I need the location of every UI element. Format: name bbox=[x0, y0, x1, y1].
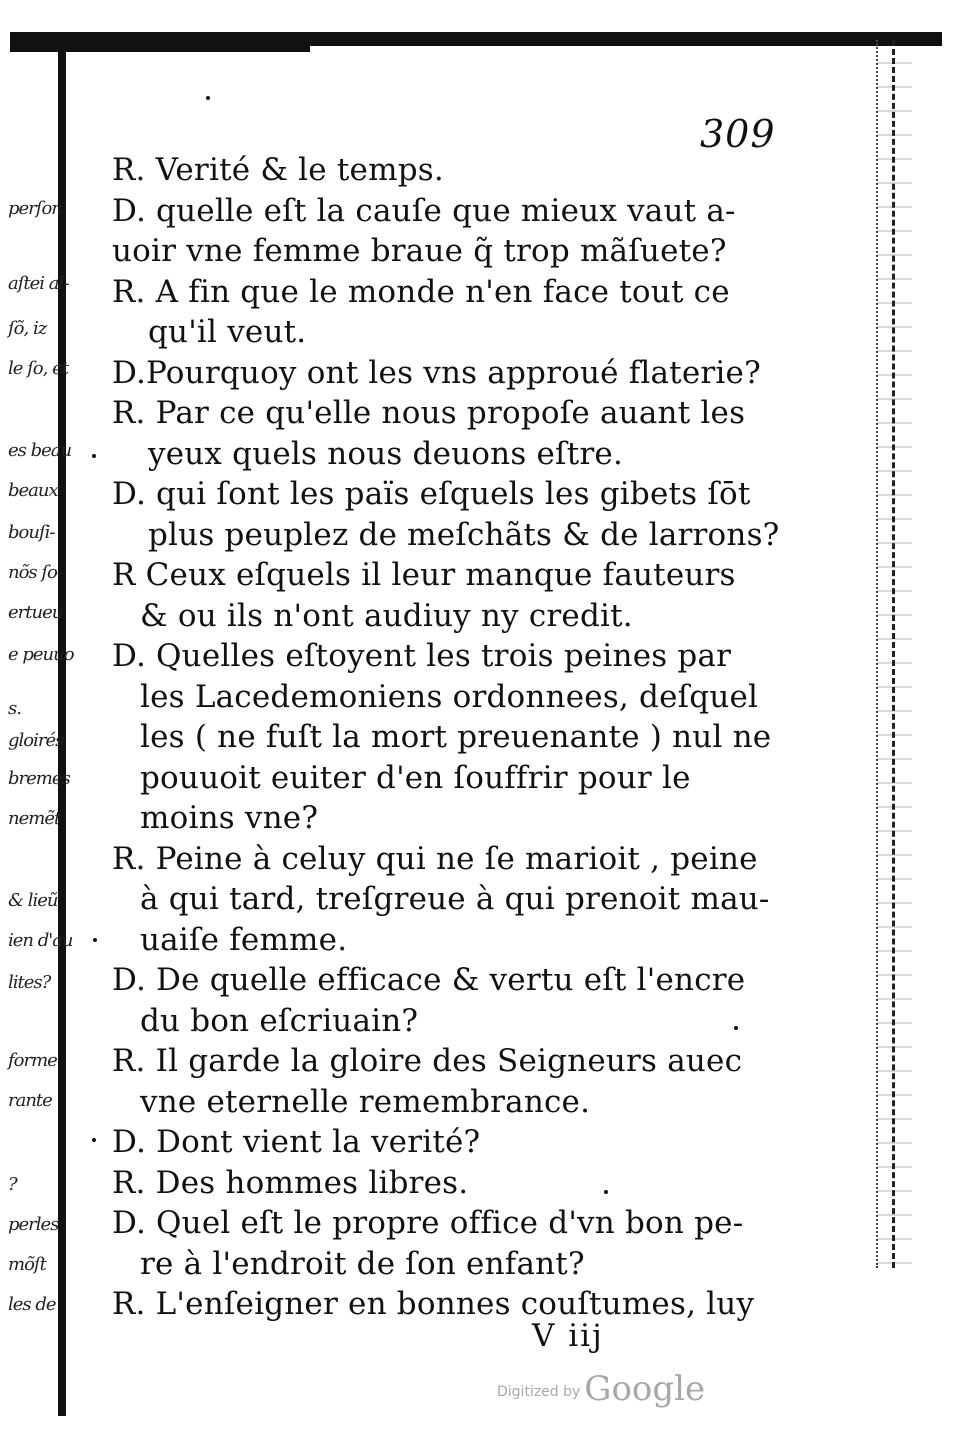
margin-fragment: nemẽt bbox=[8, 808, 61, 829]
margin-fragment: lites? bbox=[8, 972, 51, 993]
ink-speck bbox=[734, 1026, 738, 1030]
text-line: & ou ils n'ont audiuy ny credit. bbox=[140, 597, 633, 634]
text-line: qu'il veut. bbox=[148, 314, 307, 350]
margin-fragment: gloirés bbox=[8, 730, 64, 751]
text-line: plus peuplez de meſchãts & de larrons? bbox=[148, 516, 780, 553]
ink-speck bbox=[604, 1190, 608, 1194]
text-line: R. Verité & le temps. bbox=[112, 152, 444, 188]
text-line: R. Il garde la gloire des Seigneurs auec bbox=[112, 1043, 743, 1079]
text-line: les Lacedemoniens ordonnees, deſquel bbox=[140, 678, 759, 715]
text-line: D.Pourquoy ont les vns approué flaterie? bbox=[112, 354, 761, 391]
margin-fragment: bouſi- bbox=[8, 522, 55, 543]
ink-speck bbox=[92, 1138, 96, 1142]
ink-speck bbox=[93, 938, 97, 942]
text-line: D. Quel eſt le propre office d'vn bon pe- bbox=[112, 1205, 744, 1241]
text-line: D. qui ſont les païs eſquels les gibets ſōt bbox=[112, 476, 751, 512]
ink-speck bbox=[206, 96, 210, 100]
margin-fragment: ertueu bbox=[8, 602, 63, 623]
digitized-watermark bbox=[497, 1366, 706, 1409]
text-line: pouuoit euiter d'en ſouffrir pour le bbox=[140, 759, 691, 796]
margin-fragment: ien d'au bbox=[8, 930, 73, 951]
margin-fragment: mõſt bbox=[8, 1254, 46, 1275]
text-line: D. Dont vient la verité? bbox=[112, 1124, 481, 1160]
margin-fragment: perſon bbox=[8, 198, 62, 219]
text-line: D. quelle eſt la cauſe que mieux vaut a- bbox=[112, 192, 736, 229]
margin-fragment: nõs ſo- bbox=[8, 562, 62, 583]
margin-fragment: le ſo, et bbox=[8, 358, 68, 379]
text-line: du bon eſcriuain? bbox=[140, 1002, 419, 1039]
dialogue-text-block bbox=[112, 150, 780, 1325]
text-line: à qui tard, treſgreue à qui prenoit mau- bbox=[140, 881, 770, 917]
text-line: R. A fin que le monde n'en face tout ce bbox=[112, 273, 730, 310]
text-line: R. Peine à celuy qui ne ſe marioit , peine bbox=[112, 840, 758, 877]
text-line: R. Par ce qu'elle nous propoſe auant les bbox=[112, 395, 746, 431]
text-line: les ( ne fuſt la mort preuenante ) nul ne bbox=[140, 719, 772, 755]
margin-fragment: ſõ, iz bbox=[8, 318, 47, 339]
text-line: yeux quels nous deuons eſtre. bbox=[148, 435, 623, 472]
left-margin-bleed bbox=[4, 180, 74, 1330]
top-border-rule bbox=[10, 32, 942, 46]
margin-fragment: forme bbox=[8, 1050, 57, 1071]
text-line: re à l'endroit de ſon enfant? bbox=[140, 1245, 585, 1282]
margin-fragment: ? bbox=[8, 1174, 17, 1195]
google-logo: Google bbox=[584, 1369, 706, 1409]
right-page-edge bbox=[876, 40, 912, 1268]
text-line: uoir vne femme braue q̃ trop mãſuete? bbox=[112, 233, 727, 269]
watermark-prefix: Digitized by bbox=[497, 1384, 581, 1400]
page-number: 309 bbox=[700, 112, 776, 156]
margin-fragment: s. bbox=[8, 698, 21, 719]
margin-fragment: & lieũ bbox=[8, 890, 58, 911]
margin-fragment: perles bbox=[8, 1214, 59, 1235]
text-line: R. Des hommes libres. bbox=[112, 1164, 469, 1201]
text-line: moins vne? bbox=[140, 800, 319, 836]
text-line: vne eternelle remembrance. bbox=[140, 1083, 591, 1120]
margin-fragment: beaux bbox=[8, 480, 58, 501]
text-line: R Ceux eſquels il leur manque fauteurs bbox=[112, 557, 736, 593]
margin-fragment: es beau bbox=[8, 440, 72, 461]
text-line: D. Quelles eſtoyent les trois peines par bbox=[112, 638, 732, 674]
margin-fragment: les de bbox=[8, 1294, 56, 1315]
text-line: D. De quelle efficace & vertu eſt l'encre bbox=[112, 962, 746, 998]
margin-fragment: rante bbox=[8, 1090, 52, 1111]
text-line: R. L'enſeigner en bonnes couſtumes, luy bbox=[112, 1286, 755, 1322]
signature-mark: V iij bbox=[532, 1318, 604, 1354]
ink-speck bbox=[92, 454, 96, 458]
margin-fragment: aſtei al- bbox=[8, 273, 69, 294]
text-line: uaiſe femme. bbox=[140, 921, 348, 958]
margin-fragment: e peuuo bbox=[8, 644, 74, 665]
margin-fragment: bremes bbox=[8, 768, 70, 789]
